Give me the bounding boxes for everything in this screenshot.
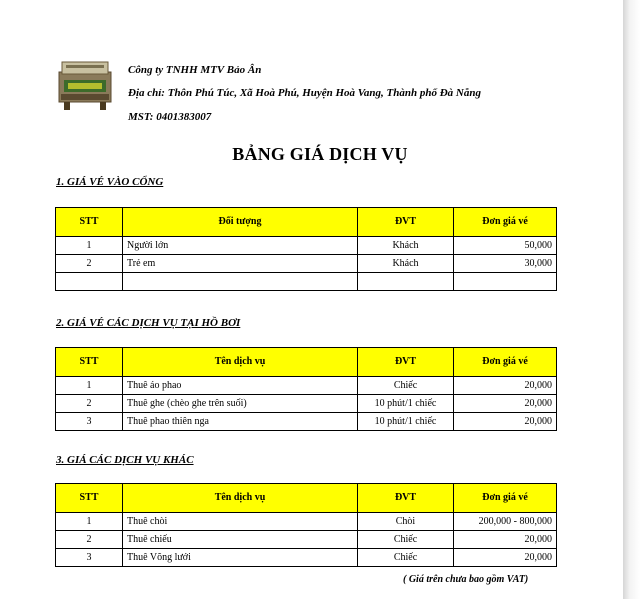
column-header: Tên dịch vụ — [123, 348, 358, 377]
table-cell: Thuê áo phao — [123, 377, 358, 395]
other-service-table — [55, 483, 557, 567]
table-row — [56, 237, 557, 255]
table-cell: 20,000 — [454, 377, 557, 395]
entrance-price-table — [55, 207, 557, 291]
table-cell: 20,000 — [454, 531, 557, 549]
column-header: ĐVT — [358, 348, 454, 377]
table-cell: Thuê chòi — [123, 513, 358, 531]
table-header-row — [56, 208, 557, 237]
table-cell: 10 phút/1 chiếc — [358, 413, 454, 431]
section-heading-pool: 2. GIÁ VÉ CÁC DỊCH VỤ TẠI HỒ BƠI — [56, 317, 241, 329]
table-cell: 2 — [56, 531, 123, 549]
table-cell: Chòi — [358, 513, 454, 531]
table-cell: Chiếc — [358, 549, 454, 567]
company-address: Địa chỉ: Thôn Phú Túc, Xã Hoà Phú, Huyện Hoà Vang, Thành phố Đà Nẵng — [128, 87, 481, 99]
table-cell: 1 — [56, 513, 123, 531]
table-cell: Trẻ em — [123, 255, 358, 273]
table-cell — [358, 273, 454, 291]
table-cell: Chiếc — [358, 377, 454, 395]
section-heading-entrance: 1. GIÁ VÉ VÀO CỔNG — [56, 176, 164, 188]
table-cell: 20,000 — [454, 549, 557, 567]
section-heading-other: 3. GIÁ CÁC DỊCH VỤ KHÁC — [56, 454, 194, 466]
column-header: STT — [56, 348, 123, 377]
column-header: Đối tượng — [123, 208, 358, 237]
pool-service-table — [55, 347, 557, 431]
column-header: ĐVT — [358, 208, 454, 237]
column-header: Đơn giá vé — [454, 348, 557, 377]
table-cell: Thuê phao thiên nga — [123, 413, 358, 431]
table-header-row — [56, 484, 557, 513]
table-cell — [454, 273, 557, 291]
column-header: ĐVT — [358, 484, 454, 513]
company-logo-icon — [58, 58, 112, 112]
column-header: Tên dịch vụ — [123, 484, 358, 513]
table-row — [56, 255, 557, 273]
table-cell: Người lớn — [123, 237, 358, 255]
column-header: Đơn giá vé — [454, 484, 557, 513]
table-cell: Thuê chiếu — [123, 531, 358, 549]
page-edge-shadow — [623, 0, 640, 599]
table-cell — [123, 273, 358, 291]
table-cell: Chiếc — [358, 531, 454, 549]
document-title: BẢNG GIÁ DỊCH VỤ — [232, 144, 408, 164]
table-cell — [56, 273, 123, 291]
table-row — [56, 377, 557, 395]
company-name: Công ty TNHH MTV Bảo Ân — [128, 64, 262, 76]
table-header-row — [56, 348, 557, 377]
table-cell: 30,000 — [454, 255, 557, 273]
vat-note: ( Giá trên chưa bao gồm VAT) — [403, 574, 529, 585]
table-cell: Thuê Võng lưới — [123, 549, 358, 567]
table-cell: 10 phút/1 chiếc — [358, 395, 454, 413]
company-tax-id: MST: 0401383007 — [128, 111, 212, 123]
table-cell: 20,000 — [454, 413, 557, 431]
table-row — [56, 531, 557, 549]
table-row — [56, 395, 557, 413]
table-cell: Thuê ghe (chèo ghe trên suối) — [123, 395, 358, 413]
table-cell: 50,000 — [454, 237, 557, 255]
table-row — [56, 513, 557, 531]
table-cell: 2 — [56, 255, 123, 273]
table-cell: 1 — [56, 377, 123, 395]
table-cell: 3 — [56, 549, 123, 567]
table-cell: Khách — [358, 255, 454, 273]
table-cell: 200,000 - 800,000 — [454, 513, 557, 531]
column-header: STT — [56, 484, 123, 513]
column-header: STT — [56, 208, 123, 237]
table-cell: Khách — [358, 237, 454, 255]
table-row — [56, 549, 557, 567]
table-row — [56, 413, 557, 431]
column-header: Đơn giá vé — [454, 208, 557, 237]
table-cell: 1 — [56, 237, 123, 255]
table-cell: 20,000 — [454, 395, 557, 413]
table-cell: 3 — [56, 413, 123, 431]
table-row-empty — [56, 273, 557, 291]
table-cell: 2 — [56, 395, 123, 413]
